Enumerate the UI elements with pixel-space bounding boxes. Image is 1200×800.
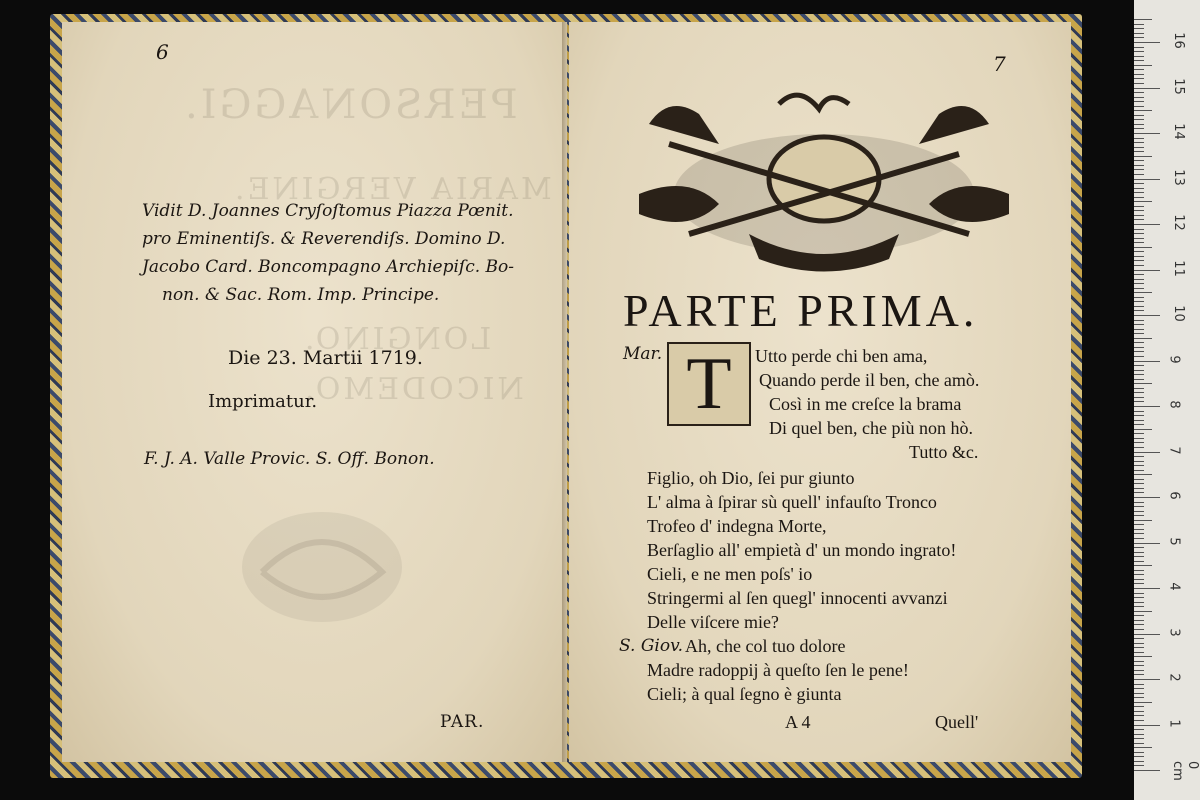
ruler-tick xyxy=(1134,579,1144,580)
bleed-through-line: NICODEMO. xyxy=(302,372,524,407)
ruler-tick xyxy=(1134,74,1144,75)
ruler-tick xyxy=(1134,169,1144,170)
ruler-tick xyxy=(1134,115,1144,116)
ruler-tick xyxy=(1134,260,1144,261)
verse-line: Stringermi al ſen quegl' innocenti avvanzi xyxy=(647,588,948,608)
ruler-label: 9 xyxy=(1166,354,1182,364)
ruler-tick xyxy=(1134,688,1144,689)
ruler-tick xyxy=(1134,515,1144,516)
ruler-tick xyxy=(1134,643,1144,644)
ruler-tick xyxy=(1134,56,1144,57)
ruler-tick xyxy=(1134,538,1144,539)
ruler-tick xyxy=(1134,725,1160,726)
ruler-tick xyxy=(1134,502,1144,503)
ruler-tick xyxy=(1134,738,1144,739)
ruler-tick xyxy=(1134,456,1144,457)
ruler-tick xyxy=(1134,60,1144,61)
ruler-tick xyxy=(1134,670,1144,671)
ruler-tick xyxy=(1134,765,1144,766)
ruler-tick xyxy=(1134,697,1144,698)
ruler-tick xyxy=(1134,270,1160,271)
woodcut-ornament-icon xyxy=(629,84,1019,274)
ruler-tick xyxy=(1134,151,1144,152)
ruler-tick xyxy=(1134,156,1152,157)
ruler-tick xyxy=(1134,392,1144,393)
ruler-tick xyxy=(1134,615,1144,616)
ruler-tick xyxy=(1134,147,1144,148)
ruler-tick xyxy=(1134,256,1144,257)
ruler-tick xyxy=(1134,752,1144,753)
ruler-tick xyxy=(1134,97,1144,98)
ruler-tick xyxy=(1134,297,1144,298)
ruler-tick xyxy=(1134,679,1160,680)
ruler-tick xyxy=(1134,638,1144,639)
measurement-ruler xyxy=(1134,0,1200,800)
license-line: Jacobo Card. Boncompagno Archiepiſc. Bo- xyxy=(142,257,515,277)
ruler-tick xyxy=(1134,110,1152,111)
bleed-through-line: MARIA VERGINE. xyxy=(232,172,552,207)
ruler-tick xyxy=(1134,715,1144,716)
ruler-tick xyxy=(1134,529,1144,530)
ruler-tick xyxy=(1134,424,1144,425)
ruler-tick xyxy=(1134,470,1144,471)
verse-line: Quando perde il ben, che amò. xyxy=(759,370,980,390)
ruler-label: 16 xyxy=(1170,32,1186,49)
ruler-tick xyxy=(1134,356,1144,357)
ruler-label: 12 xyxy=(1170,214,1186,231)
ruler-tick xyxy=(1134,310,1144,311)
ruler-tick xyxy=(1134,606,1144,607)
section-title: PARTE PRIMA. xyxy=(623,285,979,336)
ruler-tick xyxy=(1134,720,1144,721)
ruler-tick xyxy=(1134,101,1144,102)
ruler-tick xyxy=(1134,201,1152,202)
ruler-tick xyxy=(1134,524,1144,525)
ruler-tick xyxy=(1134,106,1144,107)
ruler-tick xyxy=(1134,37,1144,38)
speaker-label: S. Giov. xyxy=(619,636,684,656)
ruler-tick xyxy=(1134,242,1144,243)
ruler-tick xyxy=(1134,520,1152,521)
ruler-tick xyxy=(1134,279,1144,280)
ruler-label: 4 xyxy=(1166,582,1182,591)
ruler-tick xyxy=(1134,347,1144,348)
right-catchword: Quell' xyxy=(935,712,979,732)
ruler-tick xyxy=(1134,342,1144,343)
ruler-tick xyxy=(1134,324,1144,325)
ruler-tick xyxy=(1134,761,1144,762)
ruler-tick xyxy=(1134,497,1160,498)
verse-line: Cieli, e ne men poſs' io xyxy=(647,564,813,584)
ruler-tick xyxy=(1134,401,1144,402)
verse-line: Figlio, oh Dio, ſei pur giunto xyxy=(647,468,855,488)
ruler-tick xyxy=(1134,65,1152,66)
verse-line: Berſaglio all' empietà d' un mondo ingrato! xyxy=(647,540,957,560)
ruler-tick xyxy=(1134,247,1152,248)
ruler-tick xyxy=(1134,88,1160,89)
ruler-label: 0 cm xyxy=(1170,761,1200,781)
license-line: pro Eminentiſs. & Reverendiſs. Domino D. xyxy=(142,229,506,249)
ruler-tick xyxy=(1134,219,1144,220)
imprimatur: Imprimatur. xyxy=(208,391,318,412)
ruler-tick xyxy=(1134,647,1144,648)
ruler-tick xyxy=(1134,702,1152,703)
bleed-through-line: LONGINO. xyxy=(302,322,492,357)
verse-line: Ah, che col tuo dolore xyxy=(685,636,846,656)
ruler-tick xyxy=(1134,165,1144,166)
ruler-tick xyxy=(1134,770,1160,771)
verse-line: Delle viſcere mie? xyxy=(647,612,779,632)
ruler-tick xyxy=(1134,124,1144,125)
ruler-tick xyxy=(1134,747,1152,748)
ruler-tick xyxy=(1134,429,1152,430)
ruler-tick xyxy=(1134,301,1144,302)
ruler-tick xyxy=(1134,28,1144,29)
ruler-tick xyxy=(1134,447,1144,448)
ruler-tick xyxy=(1134,19,1152,20)
ruler-tick xyxy=(1134,69,1144,70)
verse-line: Così in me creſce la brama xyxy=(769,394,962,414)
ruler-tick xyxy=(1134,588,1160,589)
ruler-tick xyxy=(1134,238,1144,239)
left-page xyxy=(62,22,567,762)
ruler-tick xyxy=(1134,215,1144,216)
ruler-tick xyxy=(1134,206,1144,207)
ruler-tick xyxy=(1134,233,1144,234)
ruler-tick xyxy=(1134,652,1144,653)
ruler-tick xyxy=(1134,684,1144,685)
ruler-tick xyxy=(1134,210,1144,211)
ruler-tick xyxy=(1134,183,1144,184)
ruler-tick xyxy=(1134,406,1160,407)
ruler-tick xyxy=(1134,488,1144,489)
ruler-tick xyxy=(1134,411,1144,412)
ruler-tick xyxy=(1134,483,1144,484)
ruler-tick xyxy=(1134,734,1144,735)
verse-line: Tutto &c. xyxy=(909,442,979,462)
ruler-tick xyxy=(1134,634,1160,635)
speaker-label: Mar. xyxy=(623,344,663,364)
ruler-tick xyxy=(1134,583,1144,584)
ruler-tick xyxy=(1134,479,1144,480)
ruler-tick xyxy=(1134,383,1152,384)
ruler-tick xyxy=(1134,365,1144,366)
ruler-label: 10 xyxy=(1170,305,1186,322)
ruler-label: 15 xyxy=(1170,77,1186,95)
ruler-tick xyxy=(1134,251,1144,252)
verse-line: L' alma à ſpirar sù quell' infauſto Tronco xyxy=(647,492,937,512)
censor-signature: F. J. A. Valle Provic. S. Off. Bonon. xyxy=(144,449,435,469)
ruler-tick xyxy=(1134,42,1160,43)
ruler-tick xyxy=(1134,620,1144,621)
ruler-tick xyxy=(1134,656,1152,657)
ruler-tick xyxy=(1134,565,1152,566)
ruler-tick xyxy=(1134,174,1144,175)
ruler-tick xyxy=(1134,24,1144,25)
ruler-tick xyxy=(1134,570,1144,571)
ruler-tick xyxy=(1134,288,1144,289)
ruler-label: 14 xyxy=(1170,123,1186,140)
ruler-tick xyxy=(1134,265,1144,266)
ruler-tick xyxy=(1134,661,1144,662)
ruler-tick xyxy=(1134,388,1144,389)
ruler-tick xyxy=(1134,142,1144,143)
verse-line: Di quel ben, che più non hò. xyxy=(769,418,973,438)
ruler-tick xyxy=(1134,138,1144,139)
ruler-tick xyxy=(1134,119,1144,120)
ruler-tick xyxy=(1134,438,1144,439)
ruler-tick xyxy=(1134,274,1144,275)
ruler-tick xyxy=(1134,329,1144,330)
ruler-tick xyxy=(1134,78,1144,79)
right-page-number: 7 xyxy=(993,52,1006,76)
ruler-label: 7 xyxy=(1166,445,1182,455)
ruler-tick xyxy=(1134,224,1160,225)
ruler-label: 2 xyxy=(1166,673,1182,682)
ruler-tick xyxy=(1134,33,1144,34)
ruler-tick xyxy=(1134,602,1144,603)
ruler-tick xyxy=(1134,547,1144,548)
ruler-tick xyxy=(1134,465,1144,466)
ruler-tick xyxy=(1134,292,1152,293)
ruler-tick xyxy=(1134,711,1144,712)
ruler-tick xyxy=(1134,556,1144,557)
ruler-tick xyxy=(1134,229,1144,230)
ruler-tick xyxy=(1134,492,1144,493)
ruler-tick xyxy=(1134,611,1152,612)
ruler-label: 3 xyxy=(1166,627,1182,637)
ruler-tick xyxy=(1134,511,1144,512)
verse-line: Trofeo d' indegna Morte, xyxy=(647,516,827,536)
ruler-tick xyxy=(1134,420,1144,421)
ruler-label: 11 xyxy=(1170,259,1186,277)
signature-mark: A 4 xyxy=(785,712,811,732)
ruler-tick xyxy=(1134,756,1144,757)
left-page-number: 6 xyxy=(156,40,169,64)
verse-line: Madre radoppij à queſto ſen le pene! xyxy=(647,660,909,680)
ruler-tick xyxy=(1134,506,1144,507)
decorated-initial: T xyxy=(667,342,751,426)
ruler-tick xyxy=(1134,706,1144,707)
ruler-tick xyxy=(1134,452,1160,453)
ruler-tick xyxy=(1134,624,1144,625)
ruler-tick xyxy=(1134,533,1144,534)
ruler-tick xyxy=(1134,629,1144,630)
ruler-tick xyxy=(1134,333,1144,334)
license-line: non. & Sac. Rom. Imp. Principe. xyxy=(162,285,440,305)
ruler-tick xyxy=(1134,415,1144,416)
ruler-tick xyxy=(1134,283,1144,284)
ruler-tick xyxy=(1134,133,1160,134)
ruler-tick xyxy=(1134,374,1144,375)
ruler-tick xyxy=(1134,729,1144,730)
ruler-tick xyxy=(1134,320,1144,321)
ruler-tick xyxy=(1134,743,1144,744)
license-date: Die 23. Martii 1719. xyxy=(228,347,423,369)
ruler-tick xyxy=(1134,552,1144,553)
ruler-tick xyxy=(1134,474,1152,475)
ruler-tick xyxy=(1134,665,1144,666)
ruler-tick xyxy=(1134,461,1144,462)
ruler-tick xyxy=(1134,574,1144,575)
bleed-through-heading: PERSONAGGI. xyxy=(182,82,518,128)
ruler-tick xyxy=(1134,561,1144,562)
bleed-through-ornament xyxy=(222,492,422,642)
ruler-tick xyxy=(1134,433,1144,434)
ruler-tick xyxy=(1134,128,1144,129)
right-page xyxy=(569,22,1071,762)
ruler-tick xyxy=(1134,192,1144,193)
ruler-label: 5 xyxy=(1166,536,1182,546)
ruler-tick xyxy=(1134,597,1144,598)
ruler-tick xyxy=(1134,361,1160,362)
ruler-tick xyxy=(1134,306,1144,307)
ruler-tick xyxy=(1134,179,1160,180)
ruler-tick xyxy=(1134,693,1144,694)
ruler-label: 13 xyxy=(1170,168,1186,186)
verse-line: Utto perde chi ben ama, xyxy=(755,346,928,366)
ruler-tick xyxy=(1134,160,1144,161)
ruler-tick xyxy=(1134,51,1144,52)
ruler-label: 8 xyxy=(1166,400,1182,409)
ruler-tick xyxy=(1134,543,1160,544)
ruler-tick xyxy=(1134,83,1144,84)
ruler-tick xyxy=(1134,370,1144,371)
ruler-tick xyxy=(1134,188,1144,189)
left-catchword: PAR. xyxy=(440,712,485,732)
license-line: Vidit D. Joannes Cryſoſtomus Piazza Pœnit. xyxy=(142,201,514,221)
ruler-tick xyxy=(1134,197,1144,198)
verse-line: Cieli; à qual ſegno è giunta xyxy=(647,684,842,704)
ruler-tick xyxy=(1134,397,1144,398)
ruler-tick xyxy=(1134,92,1144,93)
ruler-tick xyxy=(1134,674,1144,675)
ruler-tick xyxy=(1134,379,1144,380)
ruler-tick xyxy=(1134,593,1144,594)
ruler-tick xyxy=(1134,351,1144,352)
ruler-label: 6 xyxy=(1166,491,1182,500)
ruler-tick xyxy=(1134,315,1160,316)
ruler-label: 1 xyxy=(1166,718,1182,728)
ruler-tick xyxy=(1134,338,1152,339)
ruler-tick xyxy=(1134,47,1144,48)
ruler-tick xyxy=(1134,442,1144,443)
